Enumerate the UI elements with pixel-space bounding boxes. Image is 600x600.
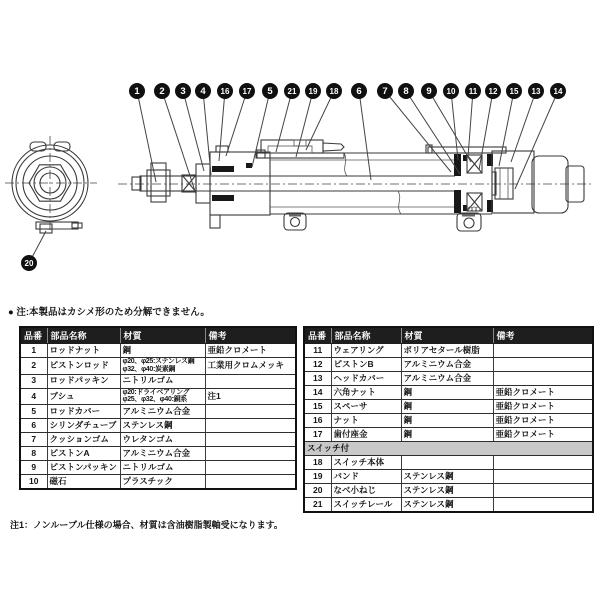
bush xyxy=(212,195,234,201)
callout-14 xyxy=(515,83,566,189)
svg-text:7: 7 xyxy=(382,86,388,98)
magnet xyxy=(454,190,461,213)
column-header: 材質 xyxy=(401,327,493,344)
cell-name: ブシュ xyxy=(47,388,120,405)
cell-no: 21 xyxy=(304,498,331,513)
cell-material: ステンレス鋼 xyxy=(401,498,493,513)
cell-name: ウェアリング xyxy=(331,344,401,358)
mounting-foot xyxy=(284,213,306,230)
cell-no: 2 xyxy=(20,358,47,375)
cell-remarks: 注1 xyxy=(205,388,296,405)
break-line xyxy=(398,191,401,214)
rod-nut xyxy=(147,163,170,202)
svg-text:18: 18 xyxy=(329,87,339,97)
cell-no: 12 xyxy=(304,358,331,372)
end-view xyxy=(5,136,97,233)
cell-remarks xyxy=(205,447,296,461)
cell-no: 4 xyxy=(20,388,47,405)
table-row xyxy=(20,461,296,475)
callout-15 xyxy=(499,83,522,166)
cell-remarks xyxy=(205,374,296,388)
rod-packing xyxy=(212,166,234,172)
cell-no: 20 xyxy=(304,484,331,498)
cell-name: スイッチ本体 xyxy=(331,456,401,470)
cell-remarks: 亜鉛クロメート xyxy=(493,428,593,442)
svg-text:14: 14 xyxy=(553,87,563,97)
cell-name: スペーサ xyxy=(331,400,401,414)
cell-no: 9 xyxy=(20,461,47,475)
cell-remarks xyxy=(205,461,296,475)
svg-text:2: 2 xyxy=(159,86,165,98)
callout-16 xyxy=(217,83,233,161)
svg-text:3: 3 xyxy=(180,86,186,98)
cell-no: 14 xyxy=(304,386,331,400)
cell-no: 15 xyxy=(304,400,331,414)
svg-text:21: 21 xyxy=(287,87,297,97)
svg-text:13: 13 xyxy=(531,87,541,97)
cell-material: ポリアセタール樹脂 xyxy=(401,344,493,358)
table-header-row xyxy=(20,327,296,344)
cell-remarks xyxy=(493,456,593,470)
table-row xyxy=(20,344,296,358)
table-row xyxy=(304,358,593,372)
callout-4 xyxy=(195,83,211,175)
column-header: 部品名称 xyxy=(47,327,120,344)
cell-remarks xyxy=(205,433,296,447)
cell-name: ピストンパッキン xyxy=(47,461,120,475)
cell-material xyxy=(401,456,493,470)
cell-no: 8 xyxy=(20,447,47,461)
wear-ring xyxy=(463,155,467,161)
cell-material: アルミニウム合金 xyxy=(401,372,493,386)
cell-material: 鋼 xyxy=(120,344,205,358)
parts-table-left xyxy=(19,326,297,490)
table-row xyxy=(20,475,296,490)
callout-11 xyxy=(465,83,481,157)
svg-text:11: 11 xyxy=(468,87,478,97)
cell-material: ニトリルゴム xyxy=(120,374,205,388)
cell-remarks xyxy=(205,405,296,419)
table-row xyxy=(20,388,296,405)
cell-no: 16 xyxy=(304,414,331,428)
wear-ring xyxy=(463,205,467,211)
cell-material: ステンレス鋼 xyxy=(120,419,205,433)
cell-remarks: 亜鉛クロメート xyxy=(493,414,593,428)
table-row xyxy=(20,433,296,447)
cell-no: 19 xyxy=(304,470,331,484)
cell-material: アルミニウム合金 xyxy=(120,405,205,419)
cell-name: ロッドパッキン xyxy=(47,374,120,388)
hex-nut xyxy=(492,168,513,199)
cell-name: ナット xyxy=(331,414,401,428)
cell-material: 鋼 xyxy=(401,428,493,442)
section-label: スイッチ付 xyxy=(304,442,593,456)
table-row xyxy=(304,484,593,498)
switch-rail-front xyxy=(36,222,82,233)
cell-name: ピストンB xyxy=(331,358,401,372)
cell-name: ヘッドカバー xyxy=(331,372,401,386)
cell-material: φ20、φ25:ステンレス鋼 φ32、φ40:炭素鋼 xyxy=(120,358,205,375)
callout-6 xyxy=(351,83,371,180)
piston-rod xyxy=(132,176,455,191)
cell-no: 13 xyxy=(304,372,331,386)
table-row xyxy=(20,374,296,388)
column-header: 品番 xyxy=(20,327,47,344)
table-row xyxy=(304,456,593,470)
cell-remarks xyxy=(205,419,296,433)
column-header: 品番 xyxy=(304,327,331,344)
cell-material: ステンレス鋼 xyxy=(401,484,493,498)
svg-text:4: 4 xyxy=(200,86,206,98)
parts-table-right xyxy=(303,326,594,513)
table-row xyxy=(20,358,296,375)
table-row xyxy=(304,386,593,400)
table-row xyxy=(304,372,593,386)
cell-no: 18 xyxy=(304,456,331,470)
cell-name: ピストンA xyxy=(47,447,120,461)
cell-material: アルミニウム合金 xyxy=(120,447,205,461)
cell-name: バンド xyxy=(331,470,401,484)
cell-no: 6 xyxy=(20,419,47,433)
svg-text:17: 17 xyxy=(242,87,252,97)
cell-remarks xyxy=(493,470,593,484)
switch-rail xyxy=(256,153,344,158)
rod-wrench-flat xyxy=(182,175,196,192)
mounting-foot xyxy=(457,213,481,231)
column-header: 備考 xyxy=(205,327,296,344)
cell-remarks: 亜鉛クロメート xyxy=(205,344,296,358)
switch-body xyxy=(261,140,323,153)
cell-material: φ20:ドライベアリング φ25、φ32、φ40:銅系 xyxy=(120,388,205,405)
callout-1 xyxy=(129,83,156,182)
cell-material: アルミニウム合金 xyxy=(401,358,493,372)
piston-assembly xyxy=(454,154,513,213)
cushion-rubber xyxy=(246,163,252,168)
cover-stud-nut xyxy=(216,146,228,152)
cell-material: ニトリルゴム xyxy=(120,461,205,475)
callouts-layer xyxy=(21,83,566,271)
table-row xyxy=(20,447,296,461)
column-header: 備考 xyxy=(493,327,593,344)
cell-no: 7 xyxy=(20,433,47,447)
cell-material: ステンレス鋼 xyxy=(401,470,493,484)
svg-text:8: 8 xyxy=(403,86,409,98)
table-row xyxy=(20,405,296,419)
cell-remarks xyxy=(493,498,593,513)
callout-7 xyxy=(377,83,451,172)
svg-text:1: 1 xyxy=(134,86,140,98)
cell-no: 5 xyxy=(20,405,47,419)
svg-text:12: 12 xyxy=(488,87,498,97)
svg-text:5: 5 xyxy=(267,86,273,98)
cell-name: なべ小ねじ xyxy=(331,484,401,498)
cell-no: 11 xyxy=(304,344,331,358)
cell-no: 10 xyxy=(20,475,47,490)
cell-name: ロッドカバー xyxy=(47,405,120,419)
cell-name: 磁石 xyxy=(47,475,120,490)
callout-10 xyxy=(443,83,459,160)
svg-text:15: 15 xyxy=(509,87,519,97)
cell-name: クッションゴム xyxy=(47,433,120,447)
table-row xyxy=(304,344,593,358)
cell-remarks: 工業用クロムメッキ xyxy=(205,358,296,375)
svg-text:6: 6 xyxy=(356,86,362,98)
svg-text:20: 20 xyxy=(24,259,34,269)
cell-name: スイッチレール xyxy=(331,498,401,513)
cell-material: 鋼 xyxy=(401,400,493,414)
cell-remarks xyxy=(205,475,296,490)
cell-no: 1 xyxy=(20,344,47,358)
section-row xyxy=(304,442,593,456)
cell-remarks xyxy=(493,484,593,498)
column-header: 部品名称 xyxy=(331,327,401,344)
svg-text:9: 9 xyxy=(426,86,432,98)
table-row xyxy=(304,498,593,513)
cell-name: ロッドナット xyxy=(47,344,120,358)
cell-name: シリンダチューブ xyxy=(47,419,120,433)
switch-rail-rear xyxy=(426,145,506,153)
cell-name: 歯付座金 xyxy=(331,428,401,442)
footnote-1: 注1：ノンルーブル仕様の場合、材質は含油樹脂製軸受になります。 xyxy=(10,520,283,530)
table-header-row xyxy=(304,327,593,344)
cell-no: 17 xyxy=(304,428,331,442)
cell-material: ウレタンゴム xyxy=(120,433,205,447)
callout-20 xyxy=(21,231,46,271)
table-row xyxy=(304,414,593,428)
cell-remarks: 亜鉛クロメート xyxy=(493,400,593,414)
cell-material: 鋼 xyxy=(401,386,493,400)
table-row xyxy=(304,400,593,414)
table-row xyxy=(20,419,296,433)
callout-2 xyxy=(154,83,196,194)
table-row xyxy=(304,428,593,442)
cell-remarks xyxy=(493,372,593,386)
head-cover xyxy=(492,151,584,213)
column-header: 材質 xyxy=(120,327,205,344)
cell-material: プラスチック xyxy=(120,475,205,490)
cell-remarks xyxy=(493,358,593,372)
svg-text:10: 10 xyxy=(446,87,456,97)
cell-name: ピストンロッド xyxy=(47,358,120,375)
cell-material: 鋼 xyxy=(401,414,493,428)
cell-name: 六角ナット xyxy=(331,386,401,400)
cell-remarks xyxy=(493,344,593,358)
table-row xyxy=(304,470,593,484)
callout-21 xyxy=(276,83,300,152)
cell-remarks: 亜鉛クロメート xyxy=(493,386,593,400)
note-crimped: ● 注:本製品はカシメ形のため分解できません。 xyxy=(8,307,210,318)
svg-text:19: 19 xyxy=(308,87,318,97)
svg-text:16: 16 xyxy=(220,87,230,97)
cell-no: 3 xyxy=(20,374,47,388)
side-view xyxy=(118,140,592,231)
